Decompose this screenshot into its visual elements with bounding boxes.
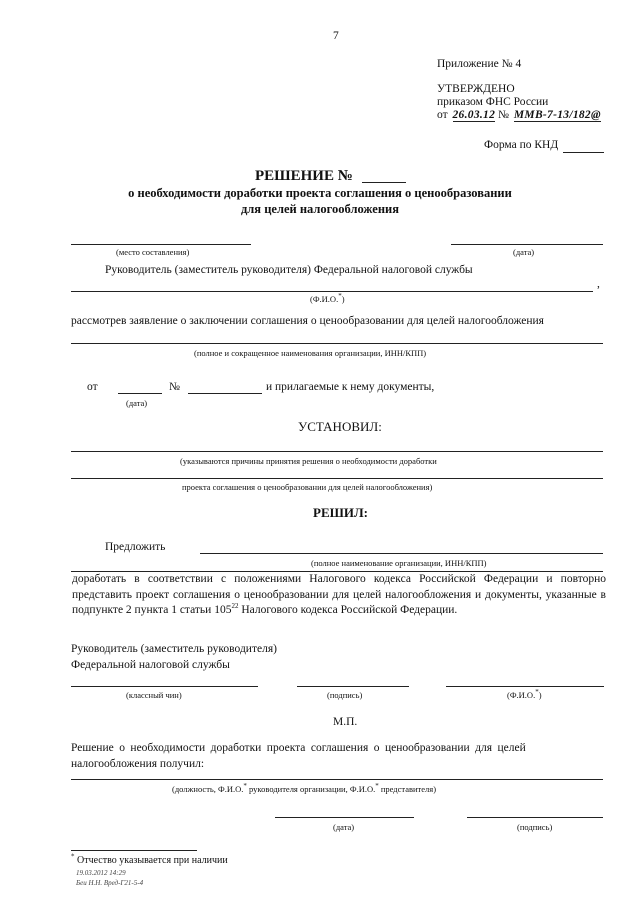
attached-text: и прилагаемые к нему документы, [266, 381, 435, 393]
reasons-line-1 [71, 451, 603, 452]
fio-label-text: (Ф.И.О. [310, 294, 339, 304]
decision-title: РЕШЕНИЕ № [255, 168, 353, 184]
class-rank-line [71, 686, 258, 687]
receipt-date-label: (дата) [333, 822, 355, 832]
received-line-2: налогообложения получил: [71, 758, 205, 770]
fio-label-2 [507, 690, 542, 700]
stamp-place: М.П. [333, 716, 358, 728]
body-text-b: Налогового кодекса Российской Федерации. [238, 604, 458, 616]
form-knd-label: Форма по КНД [484, 139, 559, 151]
org-full-label: (полное наименование организации, ИНН/КПП) [311, 558, 487, 568]
footnote [71, 852, 228, 866]
head-text: Руководитель (заместитель руководителя) Федеральной налоговой службы [105, 264, 473, 276]
from-number-line [188, 393, 262, 394]
reasons-label-1: (указываются причины принятия решения о необходимости доработки [180, 456, 437, 466]
org-full-line [200, 553, 603, 554]
comma: , [597, 278, 600, 290]
fio-sup: * [338, 292, 342, 301]
position-label-a: (должность, Ф.И.О. [172, 784, 244, 794]
fio-label-2-text: (Ф.И.О. [507, 690, 536, 700]
title-line-2: о необходимости доработки проекта соглашения о ценообразовании [128, 186, 512, 200]
body-paragraph [72, 572, 606, 619]
title-line-3: для целей налогообложения [240, 202, 400, 216]
order-date-row [437, 109, 601, 122]
body-text-a: доработать в соответствии с положениями Налогового кодекса Российской Федерации и повторно представить проект соглашения о ценообразовании для целей налогообложения и документы, указанные в подпункте 2 пункта 1 статьи 105 [72, 573, 606, 616]
reviewing-text: рассмотрев заявление о заключении соглашения о ценообразовании для целей налогообложения [71, 315, 544, 327]
position-sup-1: * [243, 782, 247, 791]
form-knd-line [563, 152, 604, 153]
position-label [172, 784, 436, 794]
place-line [71, 244, 251, 245]
position-label-b: руководителя организации, Ф.И.О. [246, 784, 376, 794]
from-number-sign: № [169, 381, 180, 393]
position-sup-2: * [375, 782, 379, 791]
signature-label: (подпись) [327, 690, 363, 700]
order-from: от [437, 109, 448, 121]
receipt-date-line [275, 817, 414, 818]
place-label: (место составления) [116, 247, 190, 257]
decision-number-line [362, 182, 406, 183]
received-line-1: Решение о необходимости доработки проекта соглашения о ценообразовании для целей [71, 742, 526, 754]
footnote-mark: * [71, 852, 75, 861]
fio-close-2: ) [538, 690, 542, 700]
approved-label: УТВЕРЖДЕНО [437, 83, 515, 95]
footnote-text: Отчество указывается при наличии [74, 855, 228, 866]
org-line [71, 343, 603, 344]
receipt-signature-line [467, 817, 603, 818]
org-label: (полное и сокращенное наименования организации, ИНН/КПП) [194, 348, 427, 358]
order-number-sign: № [498, 109, 510, 121]
fio-line-2 [446, 686, 604, 687]
from-date-line [118, 393, 162, 394]
position-label-c: представителя) [378, 784, 437, 794]
fio-close: ) [341, 294, 345, 304]
signature-line [297, 686, 409, 687]
print-stamp-1: 19.03.2012 14:29 [76, 869, 126, 877]
order-number-handwritten: ММВ-7-13/182@ [513, 109, 601, 121]
fio-label [310, 294, 345, 304]
date-label: (дата) [513, 247, 535, 257]
appendix-label: Приложение № 4 [437, 58, 522, 70]
reasons-line-2 [71, 478, 603, 479]
receipt-signature-label: (подпись) [517, 822, 553, 832]
order-date-handwritten: 26.03.12 [452, 109, 496, 121]
date-line [451, 244, 603, 245]
page-number: 7 [333, 30, 339, 42]
class-rank-label: (классный чин) [126, 690, 182, 700]
order-label: приказом ФНС России [437, 96, 549, 108]
from-label: от [87, 381, 98, 393]
reasons-label-2: проекта соглашения о ценообразовании для целей налогообложения) [182, 482, 433, 492]
footnote-separator [71, 850, 197, 851]
body-sup: 22 [231, 602, 239, 611]
from-date-label: (дата) [126, 398, 148, 408]
fio-sup-2: * [535, 688, 539, 697]
fio-line [71, 291, 593, 292]
signatory-line-2: Федеральной налоговой службы [71, 659, 230, 671]
propose-text: Предложить [105, 541, 166, 553]
position-line [71, 779, 603, 780]
signatory-line-1: Руководитель (заместитель руководителя) [71, 643, 277, 655]
established-heading: УСТАНОВИЛ: [298, 419, 382, 434]
print-stamp-2: Беи Н.Н. Вред-Г21-5-4 [76, 879, 144, 887]
decided-heading: РЕШИЛ: [313, 505, 369, 520]
